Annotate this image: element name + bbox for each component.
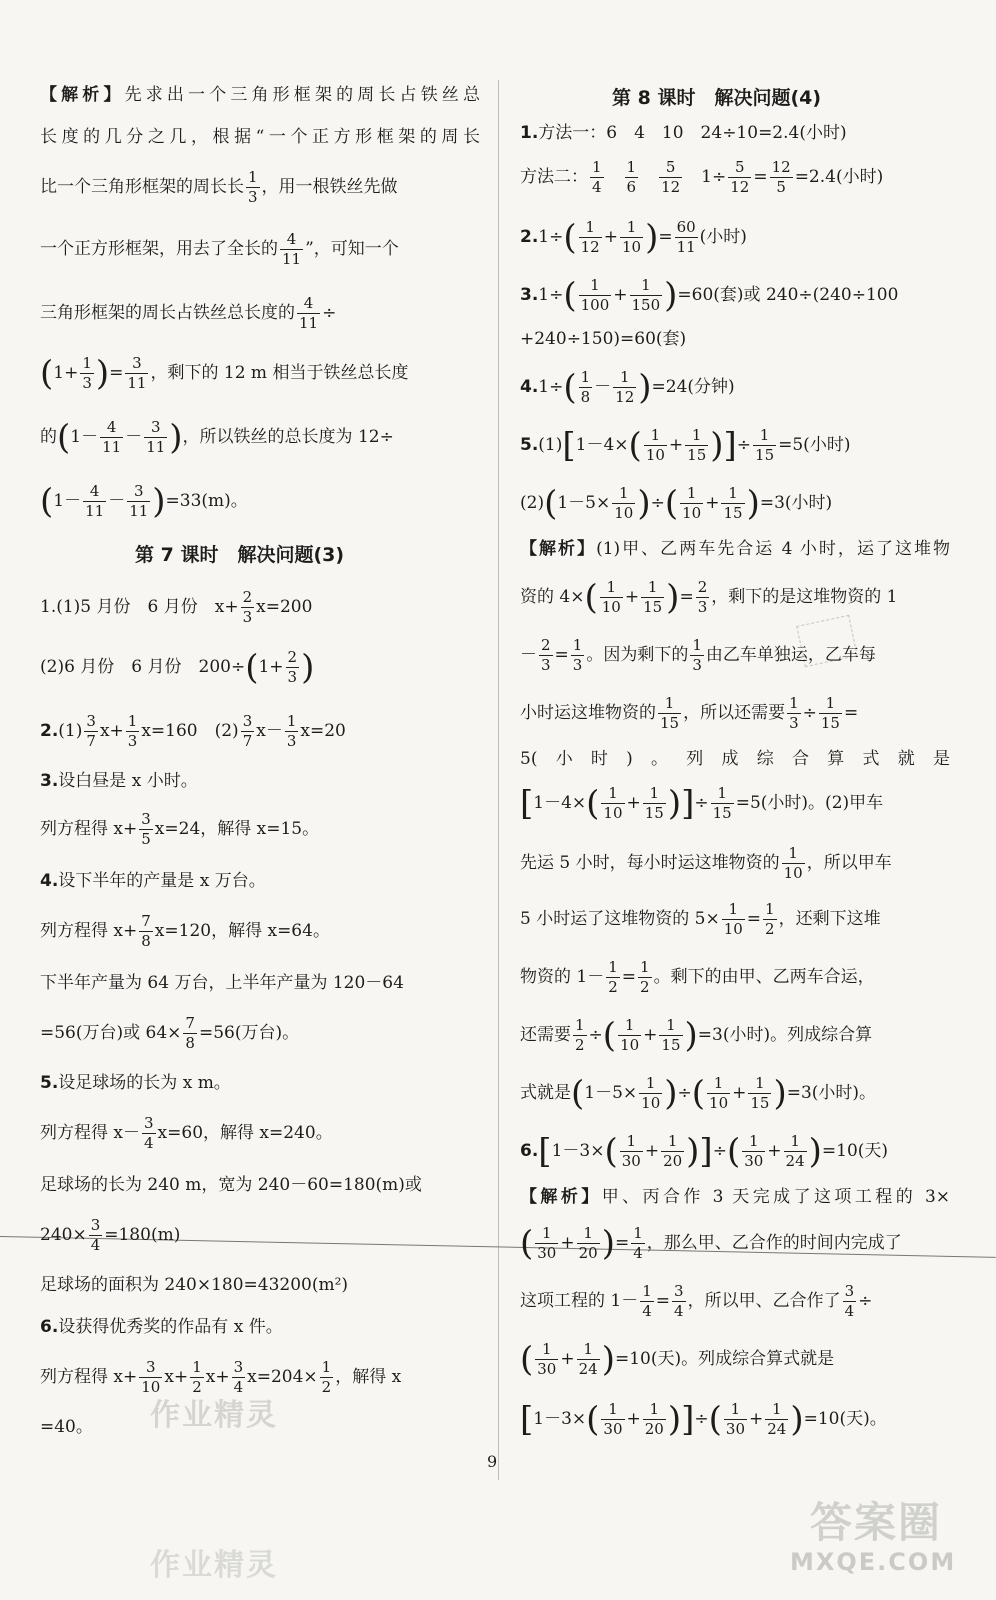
l8-q6-analysis-5: [1－3×( $\frac{1}{30}$ + $\frac{1}{20}$ )]÷( $\frac{1}{30}$ + $\frac{1}{24}$ )=10(天)。	[520, 1399, 887, 1440]
analysis-line-1: 【解析】先求出一个三角形框架的周长占铁丝总	[40, 85, 481, 105]
l8-q6: 6.[1－3×( $\frac{1}{30}$ + $\frac{1}{20}$ )]÷( $\frac{1}{30}$ + $\frac{1}{24}$ )=10(天)	[520, 1131, 889, 1172]
l8-analysis-5: 5(小时)。列成综合算式就是	[520, 749, 950, 769]
l8-q5-2: (2)(1－5× $\frac{1}{10}$ )÷( $\frac{1}{10}$ + $\frac{1}{15}$ )=3(小时)	[520, 483, 833, 524]
l8-analysis-1: 【解析】(1)甲、乙两车先合运 4 小时，运了这堆物	[520, 539, 950, 559]
l7-q4: 4.设下半年的产量是 x 万台。	[40, 871, 266, 891]
l7-q3: 3.设白昼是 x 小时。	[40, 771, 198, 791]
analysis-line-2: 长度的几分之几，根据“一个正方形框架的周长	[40, 127, 480, 147]
l8-q6-analysis-4: ( $\frac{1}{30}$ + $\frac{1}{24}$ )=10(天)。列成综合算式就是	[520, 1339, 835, 1380]
l7-q4-eq: 列方程得 x+ $\frac{7}{8}$ x=120，解得 x=64。	[40, 912, 330, 950]
l8-q6-analysis-2: ( $\frac{1}{30}$ + $\frac{1}{20}$ )= $\frac{1}{4}$ ，那么甲、乙合作的时间内完成了	[520, 1223, 902, 1264]
l8-analysis-7: 先运 5 小时，每小时运这堆物资的 $\frac{1}{10}$ ，所以甲车	[520, 844, 892, 882]
l7-q1-line2: (2)6 月份 6 月份 200÷(1+ $\frac{2}{3}$ )	[40, 647, 315, 688]
analysis-line-5: 三角形框架的周长占铁丝总长度的 $\frac{4}{11}$ ÷	[40, 294, 337, 332]
l7-q6-line3: =40。	[40, 1417, 93, 1437]
l7-q5: 5.设足球场的长为 x m。	[40, 1073, 231, 1093]
l7-q5-eq: 列方程得 x－ $\frac{3}{4}$ x=60，解得 x=240。	[40, 1114, 333, 1152]
l8-analysis-2: 资的 4×( $\frac{1}{10}$ + $\frac{1}{15}$ )= $\frac{2}{3}$ ，剩下的是这堆物资的 1	[520, 577, 898, 618]
l8-analysis-11: 式就是(1－5× $\frac{1}{10}$ )÷( $\frac{1}{10}$ + $\frac{1}{15}$ )=3(小时)。	[520, 1073, 877, 1114]
page-number: 9	[487, 1452, 498, 1471]
l7-q5-line5: 足球场的面积为 240×180=43200(m²)	[40, 1275, 349, 1295]
l7-q5-line3: 足球场的长为 240 m，宽为 240－60=180(m)或	[40, 1175, 422, 1195]
watermark-url: MXQE.COM	[790, 1548, 957, 1576]
analysis-line-4: 一个正方形框架，用去了全长的 $\frac{4}{11}$ ”，可知一个	[40, 230, 399, 268]
column-divider	[498, 80, 499, 1480]
l8-analysis-10: 还需要 $\frac{1}{2}$ ÷( $\frac{1}{10}$ + $\frac{1}{15}$ )=3(小时)。列成综合算	[520, 1015, 873, 1056]
l7-q4-line3: 下半年产量为 64 万台，上半年产量为 120－64	[40, 973, 404, 993]
l8-q2: 2.1÷( $\frac{1}{12}$ + $\frac{1}{10}$ )= $\frac{60}{11}$ (小时)	[520, 217, 747, 258]
l7-q3-eq: 列方程得 x+ $\frac{3}{5}$ x=24，解得 x=15。	[40, 810, 320, 848]
l8-analysis-8: 5 小时运了这堆物资的 5× $\frac{1}{10}$ = $\frac{1}{2}$ ，还剩下这堆	[520, 900, 881, 938]
lesson7-title: 第 7 课时 解决问题(3)	[135, 544, 345, 566]
l8-q3-line2: +240÷150)=60(套)	[520, 329, 687, 349]
lesson8-title: 第 8 课时 解决问题(4)	[612, 87, 822, 109]
l8-analysis-9: 物资的 1－ $\frac{1}{2}$ = $\frac{1}{2}$ 。剩下的由甲、乙两车合运，	[520, 958, 875, 996]
l8-q6-analysis-3: 这项工程的 1－ $\frac{1}{4}$ = $\frac{3}{4}$ ，所以甲、乙合作了 $\frac{3}{4}$ ÷	[520, 1282, 873, 1320]
l8-analysis-3: － $\frac{2}{3}$ = $\frac{1}{3}$ 。因为剩下的 $\frac{1}{3}$ 由乙车单独运，乙车每	[520, 636, 876, 674]
watermark-logo: 答案圈	[810, 1498, 943, 1547]
l8-analysis-4: 小时运这堆物资的 $\frac{1}{15}$ ，所以还需要 $\frac{1}{3}$ ÷ $\frac{1}{15}$ =	[520, 694, 859, 732]
l8-q6-analysis-1: 【解析】甲、丙合作 3 天完成了这项工程的 3×	[520, 1187, 950, 1207]
analysis-line-3: 比一个三角形框架的周长长 $\frac{1}{3}$ ，用一根铁丝先做	[40, 168, 398, 206]
l8-analysis-6: [1－4×( $\frac{1}{10}$ + $\frac{1}{15}$ )]÷ $\frac{1}{15}$ =5(小时)。(2)甲车	[520, 783, 884, 824]
l8-q5-1: 5.(1)[1－4×( $\frac{1}{10}$ + $\frac{1}{15}$ )]÷ $\frac{1}{15}$ =5(小时)	[520, 425, 851, 466]
l7-q6-eq: 列方程得 x+ $\frac{3}{10}$ x+ $\frac{1}{2}$ x+ $\frac{3}{4}$ x=204× $\frac{1}{2}$ ，解得 x	[40, 1358, 402, 1396]
watermark-1: 作业精灵	[150, 1398, 278, 1433]
analysis-line-6: (1+ $\frac{1}{3}$ )= $\frac{3}{11}$ ，剩下的 12 m 相当于铁丝总长度	[40, 353, 409, 394]
l7-q4-line4: =56(万台)或 64× $\frac{7}{8}$ =56(万台)。	[40, 1014, 300, 1052]
l8-q3: 3.1÷( $\frac{1}{100}$ + $\frac{1}{150}$ )=60(套)或 240÷(240÷100	[520, 275, 899, 316]
l8-q1: 1.方法一：6 4 10 24÷10=2.4(小时)	[520, 123, 847, 143]
l7-q1-line1: 1.(1)5 月份 6 月份 x+ $\frac{2}{3}$ x=200	[40, 588, 313, 626]
analysis-line-7: 的(1－ $\frac{4}{11}$ － $\frac{3}{11}$ )，所以铁丝的总长度为 12÷	[40, 417, 394, 458]
l7-q6: 6.设获得优秀奖的作品有 x 件。	[40, 1317, 283, 1337]
analysis-line-8: (1－ $\frac{4}{11}$ － $\frac{3}{11}$ )=33(m)。	[40, 481, 248, 522]
l7-q5-line4: 240× $\frac{3}{4}$ =180(m)	[40, 1216, 181, 1254]
l8-q1-method2: 方法二： $\frac{1}{4}$ $\frac{1}{6}$ $\frac{5}{12}$ 1÷ $\frac{5}{12}$ = $\frac{12}{5}$ =2.4(小时)	[520, 158, 884, 196]
l8-q4: 4.1÷( $\frac{1}{8}$ － $\frac{1}{12}$ )=24(分钟)	[520, 367, 735, 408]
watermark-2: 作业精灵	[150, 1548, 278, 1583]
l7-q2: 2.(1) $\frac{3}{7}$ x+ $\frac{1}{3}$ x=160 (2) $\frac{3}{7}$ x－ $\frac{1}{3}$ x=20	[40, 712, 346, 750]
